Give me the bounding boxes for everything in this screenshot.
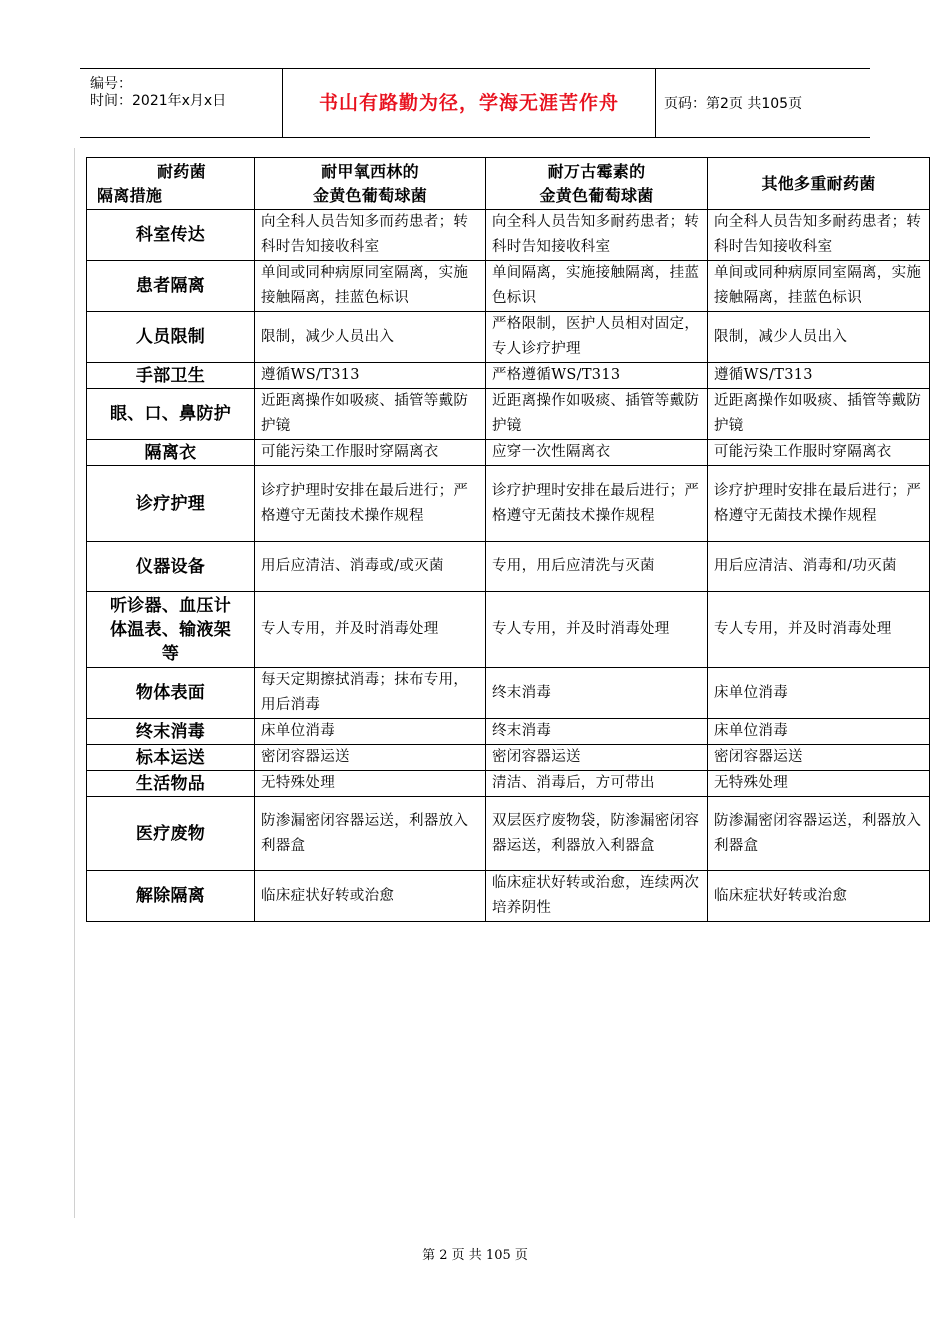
row-header-label: 人员限制 xyxy=(135,327,206,347)
table-row xyxy=(87,871,930,922)
table-cell: 临床症状好转或治愈 xyxy=(255,871,486,922)
table-cell: 可能污染工作服时穿隔离衣 xyxy=(255,440,486,466)
row-header-label: 生活物品 xyxy=(135,773,206,794)
row-header-cell xyxy=(87,440,255,466)
table-cell: 临床症状好转或治愈，连续两次培养阴性 xyxy=(486,871,708,922)
table-cell: 每天定期擦拭消毒；抹布专用，用后消毒 xyxy=(255,668,486,719)
corner-bottom-label: 隔离措施 xyxy=(97,185,163,205)
table-cell: 床单位消毒 xyxy=(255,719,486,745)
document-time-label: 时间：2021年x月x日 xyxy=(90,93,227,109)
header-page-cell xyxy=(656,69,870,137)
table-cell: 近距离操作如吸痰、插管等戴防护镜 xyxy=(255,389,486,440)
column-header-other-mdro xyxy=(708,158,930,210)
table-cell: 无特殊处理 xyxy=(255,771,486,797)
header-motto-cell xyxy=(282,69,656,137)
row-header-label: 眼、口、鼻防护 xyxy=(109,404,232,424)
isolation-measures-table xyxy=(86,157,930,922)
table-cell: 应穿一次性隔离衣 xyxy=(486,440,708,466)
column-header-line: 金黄色葡萄球菌 xyxy=(539,185,654,205)
row-header-cell xyxy=(87,871,255,922)
row-header-label: 物体表面 xyxy=(135,683,206,703)
table-cell: 双层医疗废物袋，防渗漏密闭容器运送，利器放入利器盒 xyxy=(486,797,708,871)
corner-header-cell xyxy=(87,158,255,210)
table-cell: 密闭容器运送 xyxy=(708,745,930,771)
table-row xyxy=(87,312,930,363)
row-header-label: 解除隔离 xyxy=(135,886,206,906)
row-header-label: 体温表、输液架 xyxy=(109,619,232,640)
row-header-cell xyxy=(87,542,255,592)
row-header-label: 隔离衣 xyxy=(144,442,197,463)
table-cell: 密闭容器运送 xyxy=(486,745,708,771)
table-cell: 专用，用后应清洗与灭菌 xyxy=(486,542,708,592)
row-header-label: 等 xyxy=(161,643,180,664)
table-cell: 可能污染工作服时穿隔离衣 xyxy=(708,440,930,466)
table-cell: 无特殊处理 xyxy=(708,771,930,797)
table-cell: 用后应清洁、消毒和/功灭菌 xyxy=(708,542,930,592)
document-code-label: 编号： xyxy=(90,76,132,92)
column-header-vrsa xyxy=(486,158,708,210)
table-cell: 清洁、消毒后，方可带出 xyxy=(486,771,708,797)
table-row xyxy=(87,745,930,771)
table-row xyxy=(87,363,930,389)
table-cell: 床单位消毒 xyxy=(708,719,930,745)
table-cell: 诊疗护理时安排在最后进行；严格遵守无菌技术操作规程 xyxy=(486,466,708,542)
row-header-label: 终末消毒 xyxy=(135,721,206,742)
row-header-cell xyxy=(87,668,255,719)
column-header-line: 其他多重耐药菌 xyxy=(761,173,876,193)
table-cell: 向全科人员告知多耐药患者；转科时告知接收科室 xyxy=(708,210,930,261)
table-cell: 床单位消毒 xyxy=(708,668,930,719)
row-header-label: 诊疗护理 xyxy=(135,493,206,514)
corner-top-label: 耐药菌 xyxy=(157,161,206,181)
table-cell: 限制，减少人员出入 xyxy=(708,312,930,363)
table-cell: 向全科人员告知多而药患者；转科时告知接收科室 xyxy=(255,210,486,261)
row-header-label: 听诊器、血压计 xyxy=(109,595,232,616)
table-cell: 专人专用，并及时消毒处理 xyxy=(708,592,930,668)
table-cell: 诊疗护理时安排在最后进行；严格遵守无菌技术操作规程 xyxy=(255,466,486,542)
table-row xyxy=(87,719,930,745)
row-header-cell xyxy=(87,363,255,389)
document-header xyxy=(80,68,870,138)
row-header-label: 医疗废物 xyxy=(135,823,206,844)
table-cell: 终末消毒 xyxy=(486,668,708,719)
page-footer: 第 2 页 共 105 页 xyxy=(422,1248,528,1263)
table-row xyxy=(87,668,930,719)
row-header-cell xyxy=(87,745,255,771)
table-cell: 防渗漏密闭容器运送，利器放入利器盒 xyxy=(708,797,930,871)
table-cell: 遵循WS/T313 xyxy=(255,363,486,389)
table-cell: 向全科人员告知多耐药患者；转科时告知接收科室 xyxy=(486,210,708,261)
column-header-line: 耐甲氧西林的 xyxy=(321,161,419,181)
row-header-cell xyxy=(87,389,255,440)
header-info-cell xyxy=(80,69,282,137)
table-cell: 遵循WS/T313 xyxy=(708,363,930,389)
row-header-label: 科室传达 xyxy=(135,225,206,245)
header-motto: 书山有路勤为径，学海无涯苦作舟 xyxy=(318,92,619,114)
table-cell: 诊疗护理时安排在最后进行；严格遵守无菌技术操作规程 xyxy=(708,466,930,542)
table-row xyxy=(87,210,930,261)
table-row xyxy=(87,771,930,797)
column-header-line: 耐万古霉素的 xyxy=(547,161,646,181)
table-body xyxy=(87,158,930,922)
table-cell: 单间或同种病原同室隔离，实施接触隔离，挂蓝色标识 xyxy=(255,261,486,312)
left-margin-line xyxy=(74,148,75,1218)
row-header-label: 患者隔离 xyxy=(135,276,206,296)
table-row xyxy=(87,797,930,871)
table-cell: 严格遵循WS/T313 xyxy=(486,363,708,389)
row-header-label: 标本运送 xyxy=(135,747,206,768)
table-cell: 专人专用，并及时消毒处理 xyxy=(255,592,486,668)
table-row xyxy=(87,440,930,466)
table-header-row xyxy=(87,158,930,210)
table-cell: 限制，减少人员出入 xyxy=(255,312,486,363)
table-cell: 密闭容器运送 xyxy=(255,745,486,771)
table-cell: 临床症状好转或治愈 xyxy=(708,871,930,922)
table-cell: 严格限制，医护人员相对固定，专人诊疗护理 xyxy=(486,312,708,363)
row-header-cell xyxy=(87,771,255,797)
table-cell: 防渗漏密闭容器运送，利器放入利器盒 xyxy=(255,797,486,871)
table-cell: 单间隔离，实施接触隔离，挂蓝色标识 xyxy=(486,261,708,312)
row-header-cell xyxy=(87,261,255,312)
table-cell: 专人专用，并及时消毒处理 xyxy=(486,592,708,668)
row-header-cell xyxy=(87,592,255,668)
row-header-cell xyxy=(87,466,255,542)
table-row xyxy=(87,389,930,440)
column-header-mrsa xyxy=(255,158,486,210)
column-header-line: 金黄色葡萄球菌 xyxy=(312,185,428,205)
table-cell: 近距离操作如吸痰、插管等戴防护镜 xyxy=(708,389,930,440)
table-row xyxy=(87,261,930,312)
row-header-label: 仪器设备 xyxy=(135,556,206,577)
table-cell: 近距离操作如吸痰、插管等戴防护镜 xyxy=(486,389,708,440)
row-header-cell xyxy=(87,797,255,871)
table-row xyxy=(87,466,930,542)
row-header-cell xyxy=(87,719,255,745)
table-row xyxy=(87,542,930,592)
row-header-label: 手部卫生 xyxy=(135,365,206,386)
header-page-number: 页码：第2页 共105页 xyxy=(664,96,803,112)
table-cell: 用后应清洁、消毒或/或灭菌 xyxy=(255,542,486,592)
row-header-cell xyxy=(87,312,255,363)
table-cell: 终末消毒 xyxy=(486,719,708,745)
row-header-cell xyxy=(87,210,255,261)
table-cell: 单间或同种病原同室隔离，实施接触隔离，挂蓝色标识 xyxy=(708,261,930,312)
table-row xyxy=(87,592,930,668)
